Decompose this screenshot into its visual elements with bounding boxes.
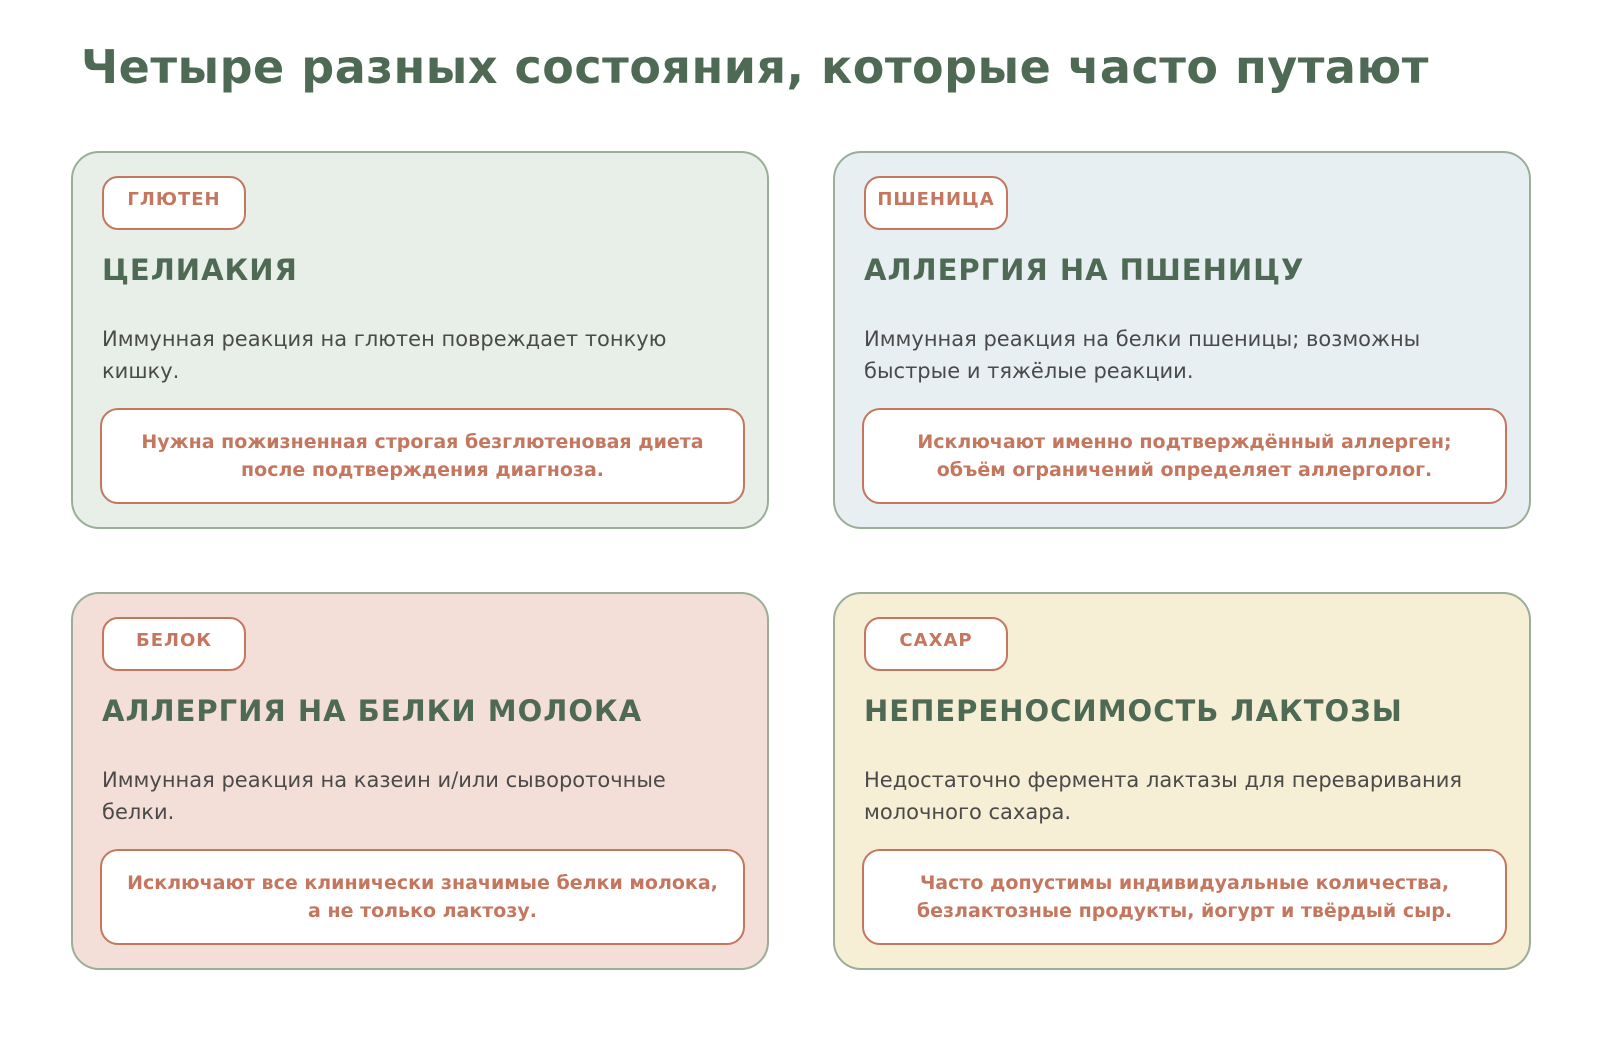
card-note-text: Нужна пожизненная строгая безглютеновая диета после подтверждения диагноза. (141, 431, 704, 481)
tag-badge: ПШЕНИЦА (864, 176, 1008, 230)
card-milk-protein-allergy (71, 592, 769, 970)
card-description: Иммунная реакция на белки пшеницы; возможны быстрые и тяжёлые реакции. (864, 327, 1421, 383)
card-title: НЕПЕРЕНОСИМОСТЬ ЛАКТОЗЫ (864, 694, 1403, 728)
card-note-text: Исключают все клинически значимые белки молока, а не только лактозу. (127, 872, 718, 922)
card-description: Иммунная реакция на казеин и/или сывороточные белки. (102, 768, 666, 824)
tag-badge: ГЛЮТЕН (102, 176, 246, 230)
card-celiac (71, 151, 769, 529)
card-description: Иммунная реакция на глютен повреждает тонкую кишку. (102, 327, 667, 383)
tag-badge: САХАР (864, 617, 1008, 671)
page-title: Четыре разных состояния, которые часто путают (81, 40, 1429, 94)
card-title: ЦЕЛИАКИЯ (102, 253, 298, 287)
card-note (100, 408, 745, 504)
card-note (862, 408, 1507, 504)
card-wheat-allergy (833, 151, 1531, 529)
card-title: АЛЛЕРГИЯ НА БЕЛКИ МОЛОКА (102, 694, 643, 728)
card-title: АЛЛЕРГИЯ НА ПШЕНИЦУ (864, 253, 1305, 287)
tag-badge: БЕЛОК (102, 617, 246, 671)
card-note-text: Исключают именно подтверждённый аллерген; объём ограничений определяет аллерголог. (917, 431, 1452, 481)
card-note (862, 849, 1507, 945)
card-description: Недостаточно фермента лактазы для переваривания молочного сахара. (864, 768, 1463, 824)
card-note (100, 849, 745, 945)
card-note-text: Часто допустимы индивидуальные количества, безлактозные продукты, йогурт и твёрдый сыр. (916, 872, 1453, 922)
card-lactose-intolerance (833, 592, 1531, 970)
